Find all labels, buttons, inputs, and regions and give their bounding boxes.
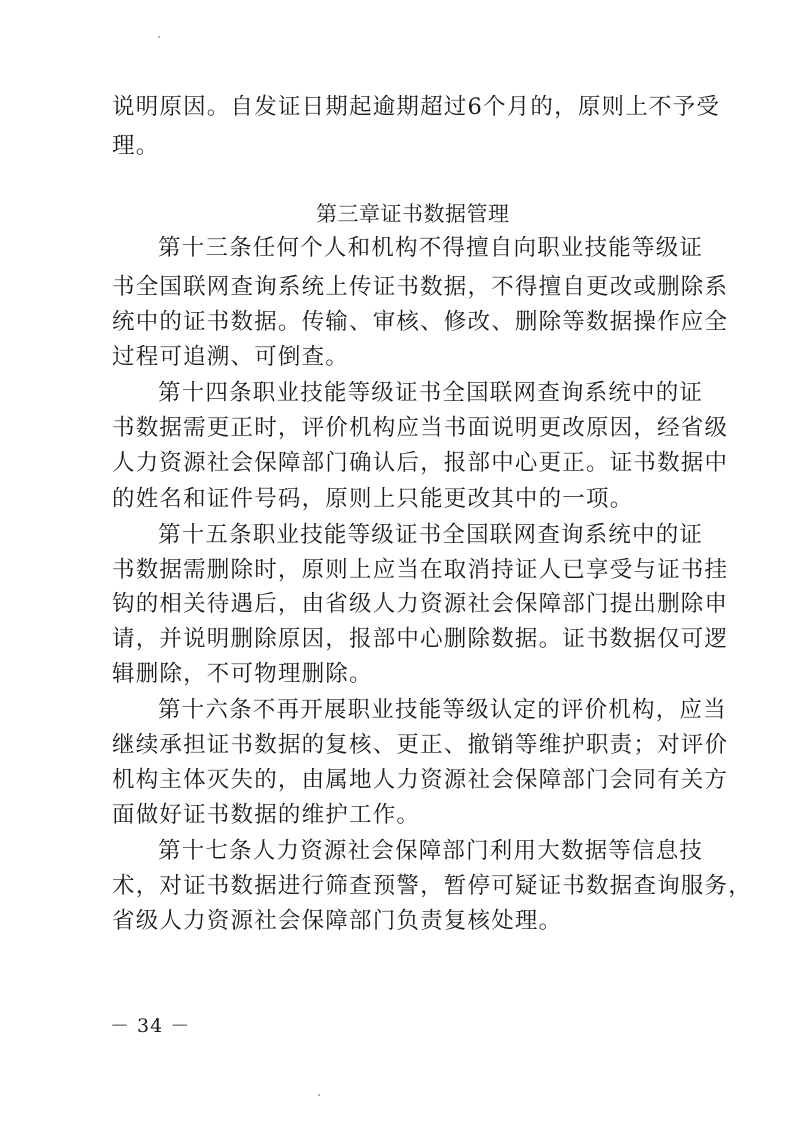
article-16-line: 机构主体灭失的，由属地人力资源社会保障部门会同有关方 — [112, 767, 729, 793]
article-16-line: 第十六条不再开展职业技能等级认定的评价机构，应当 — [158, 697, 727, 723]
scan-speck — [318, 1094, 320, 1096]
article-14-line: 书数据需更正时，评价机构应当书面说明更改原因，经省级 — [112, 415, 729, 441]
article-15-line: 书数据需删除时，原则上应当在取消持证人已享受与证书挂 — [112, 557, 729, 583]
article-16-line: 继续承担证书数据的复核、更正、撤销等维护职责；对评价 — [112, 732, 729, 758]
article-16-line: 面做好证书数据的维护工作。 — [112, 802, 421, 828]
intro-line: 说明原因。自发证日期起逾期超过6个月的，原则上不予受 — [112, 94, 721, 120]
scan-speck — [158, 36, 160, 38]
article-13-line: 书全国联网查询系统上传证书数据，不得擅自更改或删除系 — [112, 274, 729, 300]
article-15-line: 第十五条职业技能等级证书全国联网查询系统中的证 — [158, 522, 704, 548]
article-17-line: 第十七条人力资源社会保障部门利用大数据等信息技 — [158, 838, 704, 864]
article-14-line: 的姓名和证件号码，原则上只能更改其中的一项。 — [112, 486, 634, 512]
article-15-line: 钩的相关待遇后，由省级人力资源社会保障部门提出删除申 — [112, 591, 729, 617]
page-number: － 34 － — [110, 1015, 191, 1037]
article-13-line: 第十三条任何个人和机构不得擅自向职业技能等级证 — [158, 235, 704, 261]
article-14-line: 人力资源社会保障部门确认后，报部中心更正。证书数据中 — [112, 450, 729, 476]
article-15-line: 辑删除，不可物理删除。 — [112, 661, 373, 687]
article-13-line: 过程可追溯、可倒查。 — [112, 344, 350, 370]
article-15-line: 请，并说明删除原因，报部中心删除数据。证书数据仅可逻 — [112, 626, 729, 652]
article-17-line: 省级人力资源社会保障部门负责复核处理。 — [112, 908, 563, 934]
article-13-line: 统中的证书数据。传输、审核、修改、删除等数据操作应全 — [112, 309, 729, 335]
intro-line: 理。 — [112, 133, 160, 159]
article-14-line: 第十四条职业技能等级证书全国联网查询系统中的证 — [158, 380, 704, 406]
article-17-line: 术，对证书数据进行筛查预警，暂停可疑证书数据查询服务， — [112, 873, 752, 899]
chapter-title: 第三章证书数据管理 — [316, 202, 510, 226]
